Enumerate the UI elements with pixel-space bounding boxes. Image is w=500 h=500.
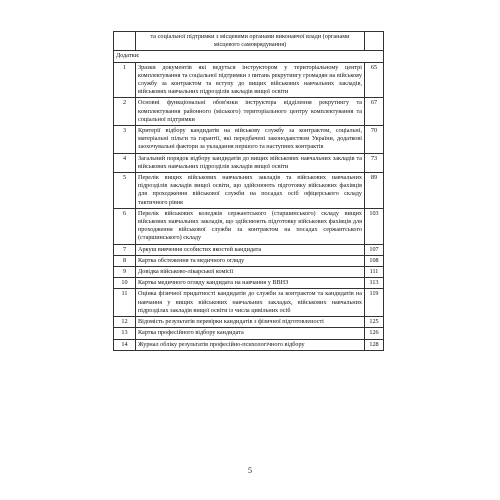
appendix-row xyxy=(114,278,384,289)
appendix-row xyxy=(114,317,384,328)
appendix-number: 6 xyxy=(114,208,136,244)
appendix-number: 1 xyxy=(114,62,136,98)
appendix-title: Загальний порядок відбору кандидатів до вищих військових навчальних закладів та військових навчальних підрозділів закладів вищої освіти xyxy=(136,153,365,172)
appendix-row xyxy=(114,153,384,172)
appendix-title: Відомість результатів перевірки кандидатів з фізичної підготовленості xyxy=(136,317,365,328)
appendix-row xyxy=(114,126,384,154)
contents-table xyxy=(113,31,384,351)
page-number: 5 xyxy=(248,466,252,475)
appendix-page: 89 xyxy=(365,173,384,209)
appendices-label: Додатки: xyxy=(114,51,384,62)
appendix-title: Довідка військово-лікарської комісії xyxy=(136,267,365,278)
appendix-page: 107 xyxy=(365,244,384,255)
appendix-page: 113 xyxy=(365,278,384,289)
appendix-row xyxy=(114,62,384,98)
appendix-number: 2 xyxy=(114,98,136,126)
appendix-number: 14 xyxy=(114,339,136,350)
appendix-number: 5 xyxy=(114,173,136,209)
appendix-number: 8 xyxy=(114,255,136,266)
intro-page-cell xyxy=(365,32,384,51)
appendices-row xyxy=(114,51,384,62)
appendix-title: Критерії відбору кандидатів на військову службу за контрактом, соціальні, матеріальні пільги та гарантії, які передбачені законодавством України, додаткові заохочувальні фактори за укладання першого та наступних контрактів xyxy=(136,126,365,154)
appendix-row xyxy=(114,173,384,209)
intro-text: та соціальної підтримки з місцевими органами виконавчої влади (органами місцевого самоврядування) xyxy=(136,32,365,51)
appendix-row xyxy=(114,244,384,255)
appendix-page: 126 xyxy=(365,328,384,339)
appendix-row xyxy=(114,328,384,339)
appendix-number: 12 xyxy=(114,317,136,328)
appendix-number: 13 xyxy=(114,328,136,339)
appendix-row xyxy=(114,208,384,244)
appendix-row xyxy=(114,289,384,317)
appendix-page: 111 xyxy=(365,267,384,278)
appendix-title: Оцінка фізичної придатності кандидатів до служби за контрактом та кандидатів на навчання у вищих військових навчальних закладах, військових навчальних підрозділах закладів вищої освіти із числа цивільних осіб xyxy=(136,289,365,317)
appendix-page: 103 xyxy=(365,208,384,244)
appendix-number: 3 xyxy=(114,126,136,154)
appendix-number: 9 xyxy=(114,267,136,278)
appendix-title: Перелік вищих військових навчальних закладів та військових навчальних підрозділів закладів вищої освіти, що здійснюють підготовку військових фахівців для проходження військової служби на посадах осіб офіцерського складу тактичного рівня xyxy=(136,173,365,209)
appendix-title: Картка обстеження та медичного огляду xyxy=(136,255,365,266)
appendix-page: 67 xyxy=(365,98,384,126)
contents-table-body xyxy=(114,32,384,351)
appendix-page: 128 xyxy=(365,339,384,350)
appendix-number: 7 xyxy=(114,244,136,255)
appendix-page: 108 xyxy=(365,255,384,266)
appendix-number: 11 xyxy=(114,289,136,317)
appendix-title: Основні функціональні обов'язки інструктора відділення рекрутингу та комплектування районного (міського) територіального центру комплектування та соціальної підтримки xyxy=(136,98,365,126)
intro-row xyxy=(114,32,384,51)
appendix-page: 73 xyxy=(365,153,384,172)
appendix-title: Картка професійного відбору кандидата xyxy=(136,328,365,339)
appendix-row xyxy=(114,98,384,126)
appendix-row xyxy=(114,267,384,278)
appendix-page: 119 xyxy=(365,289,384,317)
appendix-page: 125 xyxy=(365,317,384,328)
appendix-row xyxy=(114,255,384,266)
intro-num-cell xyxy=(114,32,136,51)
appendix-title: Перелік військових коледжів сержантського (старшинського) складу вищих військових навчальних закладів, що здійснюють підготовку військових фахівців для проходження військової служби за контрактом на посадах сержантського (старшинського) складу xyxy=(136,208,365,244)
appendix-title: Зразки документів які ведуться інструктором у територіальному центрі комплектування та соціальної підтримки з питань рекрутингу громадян на військову службу за контрактом та вступу до вищих військових навчальних закладів, військових навчальних підрозділів закладів вищої освіти xyxy=(136,62,365,98)
appendix-title: Аркуш вивчення особистих якостей кандидата xyxy=(136,244,365,255)
appendix-title: Журнал обліку результатів професійно-психологічного відбору xyxy=(136,339,365,350)
appendix-page: 70 xyxy=(365,126,384,154)
appendix-page: 65 xyxy=(365,62,384,98)
appendix-row xyxy=(114,339,384,350)
appendix-number: 10 xyxy=(114,278,136,289)
appendix-title: Картка медичного огляду кандидата на навчання у ВВНЗ xyxy=(136,278,365,289)
appendix-number: 4 xyxy=(114,153,136,172)
